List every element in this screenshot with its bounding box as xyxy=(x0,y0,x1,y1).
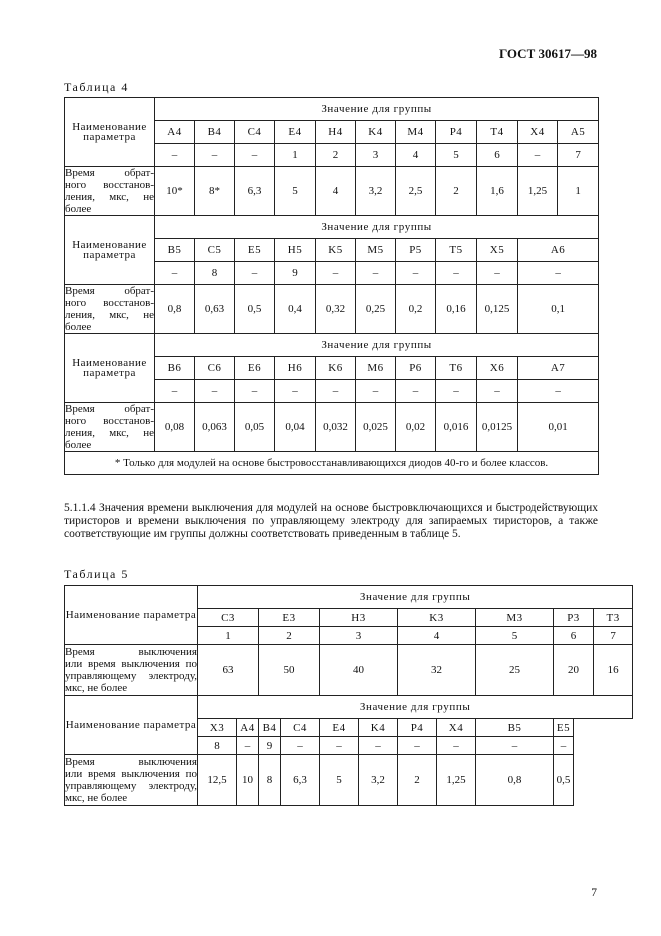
param-description xyxy=(65,285,155,334)
group-code-cell: C4 xyxy=(235,121,275,144)
group-code-cell: B5 xyxy=(476,719,554,737)
table-4 xyxy=(64,97,599,475)
group-number-cell: – xyxy=(195,380,235,403)
table-row xyxy=(65,452,599,475)
value-cell: 2,5 xyxy=(396,167,436,216)
group-number-cell: – xyxy=(396,262,436,285)
value-cell: 0,125 xyxy=(477,285,518,334)
group-number-cell: – xyxy=(518,144,558,167)
table-row xyxy=(65,285,599,334)
value-cell: 25 xyxy=(476,645,554,696)
group-code-cell: K4 xyxy=(359,719,398,737)
group-number-cell: 4 xyxy=(396,144,436,167)
param-description-line: Время обрат- xyxy=(65,403,154,415)
value-cell: 12,5 xyxy=(198,755,237,806)
group-number-cell: 7 xyxy=(594,627,633,645)
value-cell: 0,8 xyxy=(476,755,554,806)
group-code-cell: E6 xyxy=(235,357,275,380)
value-cell: 0,08 xyxy=(155,403,195,452)
group-code-cell: E5 xyxy=(235,239,275,262)
group-code-cell: H5 xyxy=(275,239,316,262)
group-code-cell: X4 xyxy=(437,719,476,737)
group-number-cell: 9 xyxy=(275,262,316,285)
group-code-cell: X5 xyxy=(477,239,518,262)
group-code-cell: C6 xyxy=(195,357,235,380)
group-code-cell: T5 xyxy=(436,239,477,262)
group-value-header: Значение для группы xyxy=(198,586,633,609)
group-number-cell: – xyxy=(359,737,398,755)
page-number: 7 xyxy=(591,887,597,899)
group-number-cell: 3 xyxy=(320,627,398,645)
group-code-cell: E4 xyxy=(275,121,316,144)
group-value-header: Значение для группы xyxy=(198,696,633,719)
param-description-line: ления, мкс, не xyxy=(65,191,154,203)
table-row xyxy=(65,586,633,609)
param-name-header: Наименование параметра xyxy=(65,98,155,167)
value-cell: 63 xyxy=(198,645,259,696)
value-cell: 0,016 xyxy=(436,403,477,452)
value-cell: 0,025 xyxy=(356,403,396,452)
table-row xyxy=(65,645,633,696)
group-number-cell: – xyxy=(275,380,316,403)
param-description xyxy=(65,645,198,696)
param-description-line: Время обрат- xyxy=(65,167,154,179)
value-cell: 8 xyxy=(259,755,281,806)
group-number-cell: – xyxy=(437,737,476,755)
group-code-cell: A5 xyxy=(558,121,599,144)
param-description-line: ления, мкс, не xyxy=(65,309,154,321)
value-cell: 1 xyxy=(558,167,599,216)
value-cell: 0,5 xyxy=(235,285,275,334)
param-description-line: или время выключения по xyxy=(65,768,197,780)
group-code-cell: M6 xyxy=(356,357,396,380)
table-4-caption: Таблица 4 xyxy=(64,80,129,94)
group-code-cell: M3 xyxy=(476,609,554,627)
value-cell: 2 xyxy=(436,167,477,216)
group-code-cell: A7 xyxy=(518,357,599,380)
group-code-cell: K3 xyxy=(398,609,476,627)
param-description-line: Время обрат- xyxy=(65,285,154,297)
group-code-cell: T3 xyxy=(594,609,633,627)
value-cell: 5 xyxy=(320,755,359,806)
group-code-cell: M5 xyxy=(356,239,396,262)
value-cell: 3,2 xyxy=(356,167,396,216)
param-description-line: более xyxy=(65,439,92,451)
param-description-line: управляющему электроду, xyxy=(65,670,197,682)
param-description-line: Время выключения xyxy=(65,646,197,658)
group-number-cell: 8 xyxy=(195,262,235,285)
value-cell: 40 xyxy=(320,645,398,696)
param-description-line: ного восстанов- xyxy=(65,297,154,309)
group-code-cell: P4 xyxy=(436,121,477,144)
param-name-header: Наименование параметра xyxy=(65,334,155,403)
group-code-cell: E5 xyxy=(554,719,574,737)
param-description-line: Время выключения xyxy=(65,756,197,768)
group-code-cell: H4 xyxy=(316,121,356,144)
value-cell: 0,63 xyxy=(195,285,235,334)
group-number-cell: – xyxy=(436,262,477,285)
value-cell: 16 xyxy=(594,645,633,696)
table-row xyxy=(65,696,633,719)
value-cell: 1,6 xyxy=(477,167,518,216)
group-number-cell: – xyxy=(155,144,195,167)
group-number-cell: 2 xyxy=(259,627,320,645)
group-code-cell: P4 xyxy=(398,719,437,737)
group-code-cell: A4 xyxy=(155,121,195,144)
group-number-cell: – xyxy=(155,380,195,403)
group-code-cell: X6 xyxy=(477,357,518,380)
group-number-cell: 5 xyxy=(476,627,554,645)
param-description-line: мкс, не более xyxy=(65,682,128,694)
table-row xyxy=(65,755,633,806)
table-row xyxy=(65,334,599,357)
value-cell: 0,01 xyxy=(518,403,599,452)
group-code-cell: X4 xyxy=(518,121,558,144)
group-value-header: Значение для группы xyxy=(155,216,599,239)
group-code-cell: C4 xyxy=(281,719,320,737)
group-number-cell: – xyxy=(554,737,574,755)
group-code-cell: B4 xyxy=(259,719,281,737)
group-number-cell: – xyxy=(235,144,275,167)
group-number-cell: – xyxy=(235,380,275,403)
table-row xyxy=(65,167,599,216)
group-number-cell: 9 xyxy=(259,737,281,755)
param-description-line: или время выключения по xyxy=(65,658,197,670)
value-cell: 0,1 xyxy=(518,285,599,334)
group-number-cell: 6 xyxy=(554,627,594,645)
group-code-cell: K4 xyxy=(356,121,396,144)
group-code-cell: B5 xyxy=(155,239,195,262)
group-number-cell: – xyxy=(396,380,436,403)
value-cell: 0,25 xyxy=(356,285,396,334)
group-number-cell: – xyxy=(281,737,320,755)
group-code-cell: C5 xyxy=(195,239,235,262)
value-cell: 0,8 xyxy=(155,285,195,334)
value-cell: 6,3 xyxy=(235,167,275,216)
param-description-line: управляющему электроду, xyxy=(65,780,197,792)
value-cell: 3,2 xyxy=(359,755,398,806)
group-code-cell: B6 xyxy=(155,357,195,380)
group-number-cell: – xyxy=(356,380,396,403)
group-number-cell: – xyxy=(195,144,235,167)
group-number-cell: 8 xyxy=(198,737,237,755)
value-cell: 0,16 xyxy=(436,285,477,334)
group-number-cell: – xyxy=(398,737,437,755)
value-cell: 1,25 xyxy=(437,755,476,806)
param-description-line: более xyxy=(65,321,92,333)
value-cell: 0,04 xyxy=(275,403,316,452)
value-cell: 0,5 xyxy=(554,755,574,806)
param-description-line: ного восстанов- xyxy=(65,179,154,191)
value-cell: 0,063 xyxy=(195,403,235,452)
group-number-cell: – xyxy=(477,380,518,403)
param-name-header: Наименование параметра xyxy=(65,586,198,645)
value-cell: 50 xyxy=(259,645,320,696)
group-number-cell: 1 xyxy=(275,144,316,167)
param-name-header: Наименование параметра xyxy=(65,216,155,285)
group-number-cell: 2 xyxy=(316,144,356,167)
value-cell: 0,0125 xyxy=(477,403,518,452)
param-description-line: мкс, не более xyxy=(65,792,128,804)
group-number-cell: – xyxy=(518,262,599,285)
group-value-header: Значение для группы xyxy=(155,334,599,357)
group-code-cell: P6 xyxy=(396,357,436,380)
group-code-cell: C3 xyxy=(198,609,259,627)
value-cell: 6,3 xyxy=(281,755,320,806)
group-code-cell: X3 xyxy=(198,719,237,737)
group-code-cell: A6 xyxy=(518,239,599,262)
value-cell: 0,32 xyxy=(316,285,356,334)
group-number-cell: – xyxy=(155,262,195,285)
value-cell: 1,25 xyxy=(518,167,558,216)
param-description-line: более xyxy=(65,203,92,215)
group-code-cell: E3 xyxy=(259,609,320,627)
group-code-cell: K5 xyxy=(316,239,356,262)
document-header: ГОСТ 30617—98 xyxy=(498,46,597,61)
value-cell: 0,02 xyxy=(396,403,436,452)
value-cell: 5 xyxy=(275,167,316,216)
value-cell: 10* xyxy=(155,167,195,216)
group-code-cell: E4 xyxy=(320,719,359,737)
value-cell: 8* xyxy=(195,167,235,216)
value-cell: 2 xyxy=(398,755,437,806)
param-description-line: ления, мкс, не xyxy=(65,427,154,439)
group-number-cell: 6 xyxy=(477,144,518,167)
group-number-cell: – xyxy=(476,737,554,755)
param-description xyxy=(65,403,155,452)
group-code-cell: T6 xyxy=(436,357,477,380)
value-cell: 4 xyxy=(316,167,356,216)
value-cell: 20 xyxy=(554,645,594,696)
group-code-cell: A4 xyxy=(237,719,259,737)
value-cell: 32 xyxy=(398,645,476,696)
value-cell: 0,032 xyxy=(316,403,356,452)
group-number-cell: – xyxy=(477,262,518,285)
group-number-cell: – xyxy=(235,262,275,285)
group-number-cell: 5 xyxy=(436,144,477,167)
group-number-cell: – xyxy=(518,380,599,403)
group-code-cell: T4 xyxy=(477,121,518,144)
group-code-cell: K6 xyxy=(316,357,356,380)
table-row xyxy=(65,403,599,452)
group-code-cell: P3 xyxy=(554,609,594,627)
group-code-cell: H6 xyxy=(275,357,316,380)
group-code-cell: P5 xyxy=(396,239,436,262)
param-description xyxy=(65,167,155,216)
group-number-cell: – xyxy=(356,262,396,285)
table-row xyxy=(65,216,599,239)
group-number-cell: 1 xyxy=(198,627,259,645)
group-number-cell: – xyxy=(237,737,259,755)
value-cell: 0,4 xyxy=(275,285,316,334)
param-description xyxy=(65,755,198,806)
param-description-line: ного восстанов- xyxy=(65,415,154,427)
table-footnote: * Только для модулей на основе быстровосстанавливающихся диодов 40-го и более классов. xyxy=(65,452,599,475)
value-cell: 10 xyxy=(237,755,259,806)
group-number-cell: – xyxy=(316,262,356,285)
table-5-caption: Таблица 5 xyxy=(64,567,129,581)
group-code-cell: B4 xyxy=(195,121,235,144)
table-5 xyxy=(64,585,633,806)
paragraph-5-1-1-4: 5.1.1.4 Значения времени выключения для модулей на основе быстровключающихся и быстродействующих тиристоров и времени выключения по управляющему электроду для запираемых тиристоров, а также соответствующие им группы должны соответствовать приведенным в таблице 5. xyxy=(64,502,598,540)
group-number-cell: 3 xyxy=(356,144,396,167)
group-number-cell: 4 xyxy=(398,627,476,645)
group-code-cell: H3 xyxy=(320,609,398,627)
value-cell: 0,2 xyxy=(396,285,436,334)
group-number-cell: – xyxy=(436,380,477,403)
group-value-header: Значение для группы xyxy=(155,98,599,121)
group-number-cell: – xyxy=(316,380,356,403)
group-number-cell: 7 xyxy=(558,144,599,167)
table-row xyxy=(65,98,599,121)
param-name-header: Наименование параметра xyxy=(65,696,198,755)
group-code-cell: M4 xyxy=(396,121,436,144)
group-number-cell: – xyxy=(320,737,359,755)
value-cell: 0,05 xyxy=(235,403,275,452)
